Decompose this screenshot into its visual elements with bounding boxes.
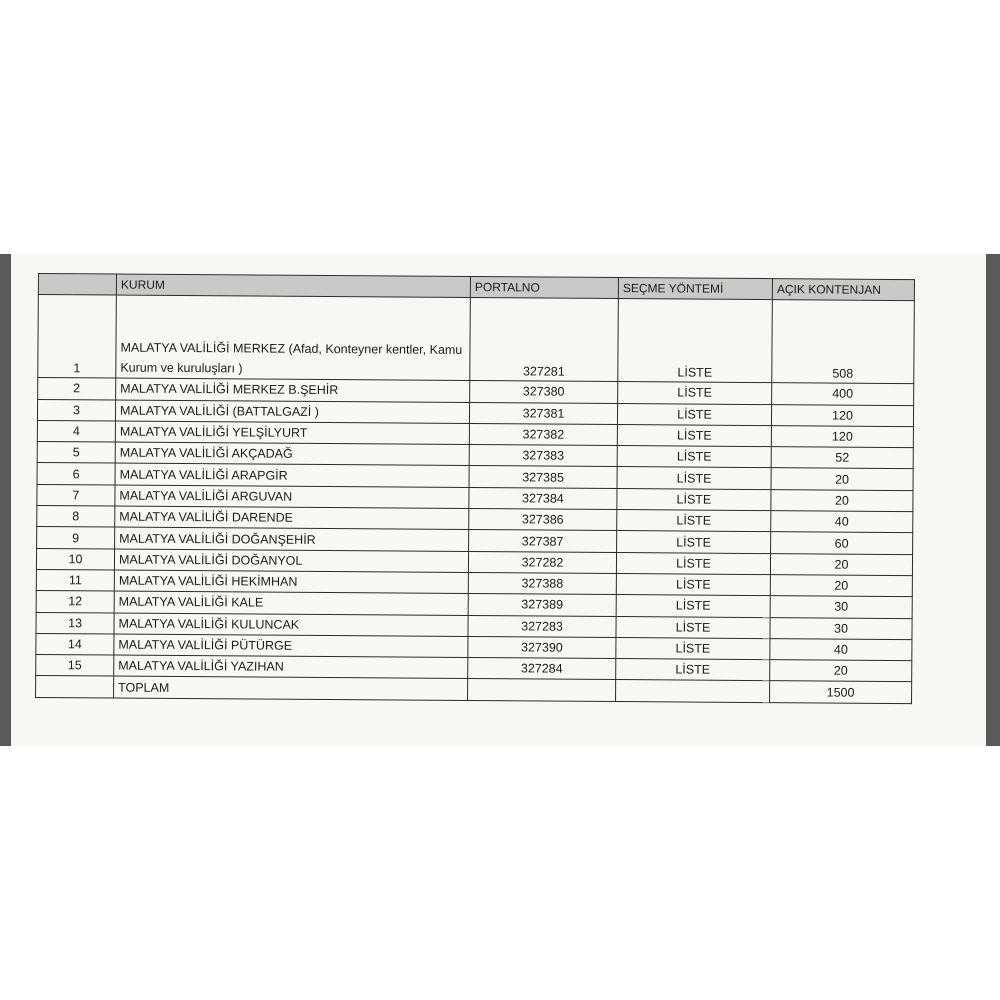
row-portalno: 327387	[469, 530, 617, 552]
row-number: 13	[36, 612, 114, 634]
total-value: 1500	[770, 681, 912, 703]
total-method-cell	[616, 680, 770, 702]
row-number: 5	[37, 442, 115, 464]
header-acik-kontenjan: AÇIK KONTENJAN	[772, 279, 914, 301]
total-no-cell	[36, 676, 114, 698]
row-acik-kontenjan: 120	[771, 426, 913, 448]
row-portalno: 327283	[468, 615, 616, 637]
row-kurum: MALATYA VALİLİĞİ ARAPGİR	[115, 464, 469, 488]
header-kurum: KURUM	[116, 274, 470, 298]
row-acik-kontenjan: 508	[772, 300, 915, 384]
right-border-bar	[986, 254, 1000, 746]
row-secme-yontemi: LİSTE	[616, 574, 770, 596]
row-acik-kontenjan: 20	[770, 575, 912, 597]
row-acik-kontenjan: 30	[770, 617, 912, 639]
quota-table	[35, 273, 915, 704]
row-number: 9	[37, 527, 115, 549]
row-kurum: MALATYA VALİLİĞİ AKÇADAĞ	[115, 442, 469, 466]
row-secme-yontemi: LİSTE	[617, 531, 771, 553]
row-secme-yontemi: LİSTE	[618, 382, 772, 404]
row-portalno: 327389	[468, 594, 616, 616]
row-acik-kontenjan: 400	[772, 383, 914, 405]
header-no	[38, 274, 116, 296]
row-portalno: 327385	[469, 466, 617, 488]
row-secme-yontemi: LİSTE	[618, 299, 773, 383]
row-number: 12	[36, 591, 114, 613]
row-number: 2	[38, 378, 116, 400]
header-secme-yontemi: SEÇME YÖNTEMİ	[618, 278, 772, 300]
row-portalno: 327386	[469, 509, 617, 531]
row-kurum: MALATYA VALİLİĞİ ARGUVAN	[115, 485, 469, 509]
row-number: 4	[37, 420, 115, 442]
row-kurum: MALATYA VALİLİĞİ KULUNCAK	[114, 613, 468, 637]
row-portalno: 327390	[468, 636, 616, 658]
row-acik-kontenjan: 40	[771, 511, 913, 533]
header-portalno: PORTALNO	[470, 277, 618, 299]
row-secme-yontemi: LİSTE	[617, 510, 771, 532]
row-number: 1	[38, 295, 117, 379]
row-acik-kontenjan: 20	[771, 468, 913, 490]
row-secme-yontemi: LİSTE	[616, 552, 770, 574]
row-number: 3	[37, 399, 115, 421]
row-portalno: 327384	[469, 487, 617, 509]
row-secme-yontemi: LİSTE	[616, 659, 770, 681]
row-portalno: 327380	[470, 381, 618, 403]
row-portalno: 327381	[469, 402, 617, 424]
row-portalno: 327284	[468, 658, 616, 680]
row-kurum: MALATYA VALİLİĞİ PÜTÜRGE	[114, 634, 468, 658]
row-kurum-text: MALATYA VALİLİĞİ MERKEZ (Afad, Konteyner kentler, Kamu Kurum ve kuruluşları )	[120, 340, 463, 376]
row-secme-yontemi: LİSTE	[617, 467, 771, 489]
row-portalno: 327281	[470, 298, 619, 382]
row-acik-kontenjan: 120	[771, 404, 913, 426]
row-number: 6	[37, 463, 115, 485]
row-portalno: 327382	[469, 423, 617, 445]
row-portalno: 327282	[468, 551, 616, 573]
row-acik-kontenjan: 20	[770, 553, 912, 575]
row-acik-kontenjan: 60	[771, 532, 913, 554]
row-kurum: MALATYA VALİLİĞİ YELŞİLYURT	[115, 421, 469, 445]
row-kurum: MALATYA VALİLİĞİ DOĞANYOL	[114, 549, 468, 573]
row-secme-yontemi: LİSTE	[617, 424, 771, 446]
total-portal-cell	[468, 679, 616, 701]
row-acik-kontenjan: 40	[770, 638, 912, 660]
row-kurum: MALATYA VALİLİĞİ KALE	[114, 591, 468, 615]
row-secme-yontemi: LİSTE	[617, 446, 771, 468]
row-number: 14	[36, 633, 114, 655]
row-secme-yontemi: LİSTE	[616, 637, 770, 659]
table-row	[38, 295, 915, 384]
left-border-bar	[0, 254, 11, 746]
row-secme-yontemi: LİSTE	[617, 403, 771, 425]
row-secme-yontemi: LİSTE	[616, 616, 770, 638]
row-portalno: 327383	[469, 445, 617, 467]
row-acik-kontenjan: 52	[771, 447, 913, 469]
row-kurum: MALATYA VALİLİĞİ (BATTALGAZİ )	[115, 400, 469, 424]
row-kurum: MALATYA VALİLİĞİ MERKEZ B.ŞEHİR	[116, 378, 470, 402]
row-number: 11	[36, 569, 114, 591]
row-number: 8	[37, 506, 115, 528]
row-kurum: MALATYA VALİLİĞİ DOĞANŞEHİR	[115, 527, 469, 551]
row-kurum: MALATYA VALİLİĞİ YAZIHAN	[114, 655, 468, 679]
row-number: 15	[36, 655, 114, 677]
row-secme-yontemi: LİSTE	[617, 488, 771, 510]
row-kurum: MALATYA VALİLİĞİ HEKİMHAN	[114, 570, 468, 594]
row-number: 10	[36, 548, 114, 570]
row-portalno: 327388	[468, 572, 616, 594]
row-kurum	[116, 295, 471, 380]
total-label: TOPLAM	[114, 676, 468, 700]
row-acik-kontenjan: 20	[771, 489, 913, 511]
row-acik-kontenjan: 30	[770, 596, 912, 618]
row-number: 7	[37, 484, 115, 506]
row-secme-yontemi: LİSTE	[616, 595, 770, 617]
row-acik-kontenjan: 20	[770, 660, 912, 682]
row-kurum: MALATYA VALİLİĞİ DARENDE	[115, 506, 469, 530]
